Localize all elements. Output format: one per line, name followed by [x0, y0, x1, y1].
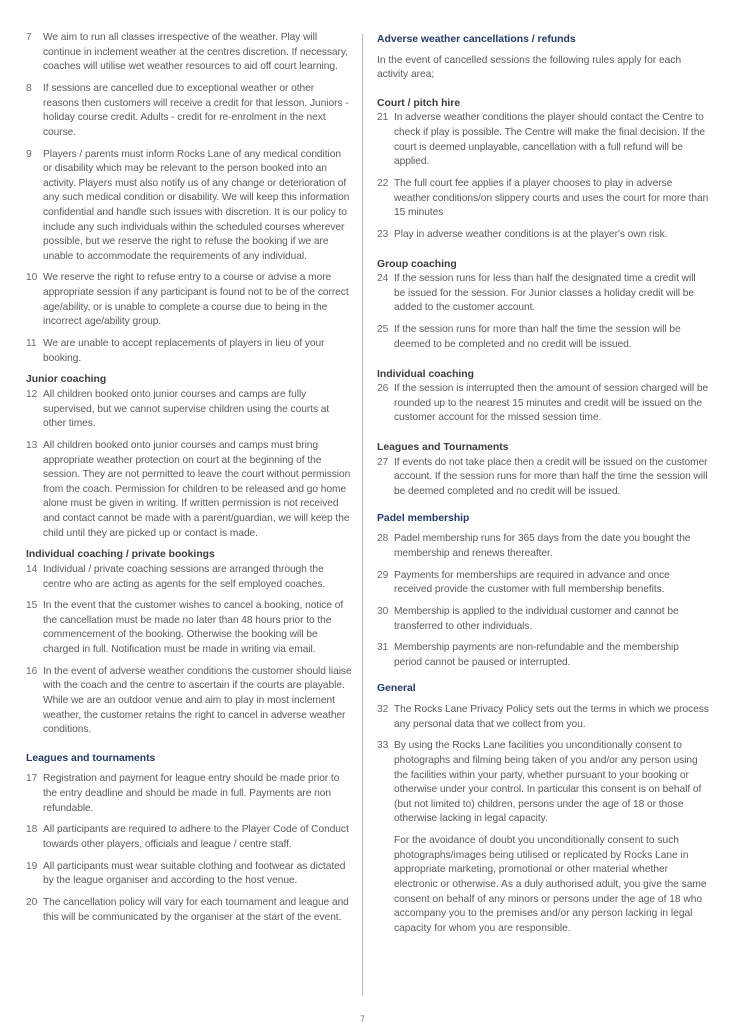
- clause-number: 9: [26, 148, 32, 160]
- clause-item: [26, 860, 352, 889]
- clause-number: 10: [26, 272, 38, 284]
- clause-item: [26, 271, 352, 329]
- clause-number: 24: [377, 273, 389, 285]
- clause-text: Registration and payment for league entry should be made prior to the entry deadline and should be made in full. Payments are non refundable.: [43, 773, 340, 814]
- items-group-b: [26, 388, 352, 541]
- clause-number: 29: [377, 569, 389, 581]
- clause-number: 12: [26, 389, 38, 400]
- clause-text: In the event of adverse weather conditions the customer should liaise with the coach and the centre to ascertain if the courts are playable. While we are an outdoor venue and aim to play in most inclement weather, the customer retains the right to cancel in adverse weather conditions.: [43, 665, 352, 736]
- clause-item: [26, 148, 352, 265]
- clause-text: Play in adverse weather conditions is at the player's own risk.: [394, 228, 668, 240]
- clause-item: [377, 569, 709, 598]
- clause-item: [26, 599, 352, 657]
- clause-item: [377, 703, 709, 732]
- clause-item: [26, 772, 352, 816]
- general-items: [377, 703, 709, 827]
- clause-item: [26, 896, 352, 925]
- adverse-weather-heading: Adverse weather cancellations / refunds: [377, 34, 576, 45]
- individual-coaching-items: [377, 382, 709, 426]
- group-coaching-heading: Group coaching: [377, 258, 457, 270]
- clause-number: 20: [26, 897, 38, 909]
- padel-membership-items: [377, 532, 709, 670]
- individual-coaching-heading: Individual coaching / private bookings: [26, 549, 215, 561]
- clause-text: If sessions are cancelled due to exceptional weather or other reasons then customers will receive a credit for that lesson. Juniors - holiday course credit. Adults - credit for re-enrolment in the next course.: [43, 82, 349, 138]
- clause-item: [377, 272, 709, 316]
- clause-number: 13: [26, 439, 38, 451]
- right-column: [377, 33, 709, 943]
- adverse-weather-intro: In the event of cancelled sessions the following rules apply for each activity area;: [377, 54, 682, 81]
- clause-number: 31: [377, 642, 389, 654]
- items-group-d: [26, 772, 352, 925]
- clause-item: [26, 665, 352, 738]
- items-group-a: [26, 31, 352, 366]
- clause-number: 28: [377, 533, 389, 545]
- clause-text: By using the Rocks Lane facilities you unconditionally consent to photographs and filming being taken of you and/or any person using the facilities within your party, whether pursuant to your booking or otherwise under your control. In particular this consent is on behalf of (but not limited to) children, persons under the age of 18 or those otherwise lacking in legal capacity.: [394, 740, 702, 825]
- clause-text: All participants are required to adhere to the Player Code of Conduct towards other players, officials and league / centre staff.: [43, 824, 349, 850]
- junior-coaching-heading: Junior coaching: [26, 374, 107, 386]
- court-hire-items: [377, 111, 709, 242]
- clause-item: [26, 82, 352, 140]
- padel-membership-heading: Padel membership: [377, 512, 470, 524]
- clause-text: If the session is interrupted then the amount of session charged will be rounded up to the nearest 15 minutes and credit will be issued on the customer account for the missed session time.: [394, 383, 709, 424]
- clause-text: All children booked onto junior courses and camps must bring appropriate weather protection on court at the beginning of the session. They are not permitted to leave the court without permission from the coach. Permission for children to be released and go home alone must be given in writing. If written permission is not received and contact cannot be made with a parent/guardian, we will keep the child until they are picked up or contact is made.: [43, 439, 351, 539]
- clause-text: The full court fee applies if a player chooses to play in adverse weather conditions/on slippery courts and uses the court for more than 15 minutes: [394, 177, 709, 219]
- clause-text: We reserve the right to refuse entry to a course or advise a more appropriate session if any participant is found not to be of the correct age/ability, or is unable to complete a course due to being in the incorrect age/ability group.: [43, 272, 349, 328]
- clause-number: 22: [377, 177, 389, 189]
- clause-number: 19: [26, 860, 38, 872]
- leagues-items: [377, 456, 709, 500]
- clause-item: [26, 823, 352, 852]
- leagues-tournaments-heading: Leagues and tournaments: [26, 752, 156, 764]
- clause-number: 7: [26, 32, 32, 43]
- clause-number: 17: [26, 773, 38, 785]
- individual-coaching-heading-right: Individual coaching: [377, 368, 474, 380]
- clause-item: [377, 605, 709, 634]
- column-divider: [362, 34, 363, 996]
- clause-number: 18: [26, 824, 38, 836]
- clause-text: Membership payments are non-refundable and the membership period cannot be paused or interrupted.: [394, 642, 679, 668]
- clause-item: [377, 456, 709, 500]
- group-coaching-items: [377, 272, 709, 352]
- clause-item: [377, 739, 709, 827]
- clause-text: Individual / private coaching sessions are arranged through the centre who are acting as agents for the self employed coaches.: [43, 563, 326, 590]
- clause-text: In the event that the customer wishes to cancel a booking, notice of the cancellation must be made no later than 48 hours prior to the commencement of the booking. Otherwise the booking will be charged in full. Notification must be made in writing via email.: [43, 600, 344, 656]
- leagues-heading-right: Leagues and Tournaments: [377, 442, 509, 454]
- clause-number: 33: [377, 740, 389, 752]
- clause-item: [377, 177, 709, 221]
- clause-text: Payments for memberships are required in advance and once received provide the customer with full membership benefits.: [394, 569, 670, 596]
- clause-text: All participants must wear suitable clothing and footwear as dictated by the league organiser and according to the host venue.: [43, 860, 346, 887]
- clause-item: [26, 439, 352, 541]
- clause-text: Membership is applied to the individual customer and cannot be transferred to other individuals.: [394, 605, 679, 632]
- clause-number: 30: [377, 605, 389, 617]
- clause-text: If the session runs for less than half the designated time a credit will be issued for the session. For Junior classes a holiday credit will be added to the customer account.: [394, 273, 696, 314]
- clause-number: 11: [26, 338, 37, 350]
- clause-item: [26, 337, 352, 366]
- clause-text: Padel membership runs for 365 days from the date you bought the membership and renews thereafter.: [394, 533, 691, 559]
- clause-item: [26, 563, 352, 592]
- clause-item: [26, 31, 352, 75]
- clause-item: [377, 323, 709, 352]
- clause-number: 27: [377, 456, 389, 468]
- clause-text: Players / parents must inform Rocks Lane of any medical condition or disability which may be relevant to the person booked into an activity. Players must also notify us of any change or deterioration of any such medical condition or disability. We will keep this information confidential and handle such issues with discretion. It is our policy to include any such individuals within the scheduled courses wherever possible, but we reserve the right to refuse the booking if we are unable to accommodate the requirements of any individual.: [43, 148, 350, 262]
- clause-text: In adverse weather conditions the player should contact the Centre to check if play is possible. The Centre will make the final decision. If the court is deemed unplayable, cancellation with a full refund will be applied.: [394, 112, 705, 168]
- clause-item: [26, 388, 352, 432]
- clause-number: 21: [377, 112, 389, 124]
- clause-item: [377, 111, 709, 169]
- clause-item: [377, 641, 709, 670]
- page-number: 7: [360, 1014, 366, 1024]
- clause-number: 32: [377, 704, 389, 716]
- clause-text: All children booked onto junior courses and camps are fully supervised, but we cannot supervise children using the courts at other times.: [43, 389, 330, 430]
- clause-text: We aim to run all classes irrespective of the weather. Play will continue in inclement weather at the centres discretion. If necessary, coaches will utilise wet weather resources to aid off court learning.: [43, 32, 348, 73]
- clause-number: 8: [26, 82, 32, 94]
- general-heading: General: [377, 683, 416, 695]
- court-hire-heading: Court / pitch hire: [377, 97, 461, 109]
- clause-number: 26: [377, 383, 389, 395]
- clause-item: [377, 532, 709, 561]
- clause-item: [377, 382, 709, 426]
- clause-text: The cancellation policy will vary for each tournament and league and this will be communicated by the organiser at the start of the event.: [43, 897, 349, 923]
- clause-text: The Rocks Lane Privacy Policy sets out the terms in which we process any personal data that we collect from you.: [394, 704, 709, 730]
- clause-number: 25: [377, 324, 389, 336]
- clause-number: 23: [377, 228, 389, 240]
- left-column: [26, 31, 352, 933]
- clause-text: If events do not take place then a credit will be issued on the customer account. If the session runs for more than half the time the session will be deemed completed and no credit will be issued.: [394, 456, 708, 497]
- clause-number: 14: [26, 563, 38, 575]
- clause-number: 16: [26, 665, 38, 677]
- clause-text: We are unable to accept replacements of players in lieu of your booking.: [43, 338, 325, 364]
- clause-number: 15: [26, 600, 38, 612]
- clause-item: [377, 228, 709, 243]
- clause-text: If the session runs for more than half the time the session will be deemed to be completed and no credit will be issued.: [394, 324, 681, 350]
- general-continuation-paragraph: For the avoidance of doubt you unconditionally consent to such photographs/images being utilised or replicated by Rocks Lane in appropriate marketing, promotional or other material whether electronic or otherwise. As a duly authorised adult, you give the same consent on behalf of any minors or persons under the age of 18 who accompany you to the premises and/or any person lacking in legal capacity for whom you are responsible.: [394, 835, 707, 934]
- items-group-c: [26, 563, 352, 738]
